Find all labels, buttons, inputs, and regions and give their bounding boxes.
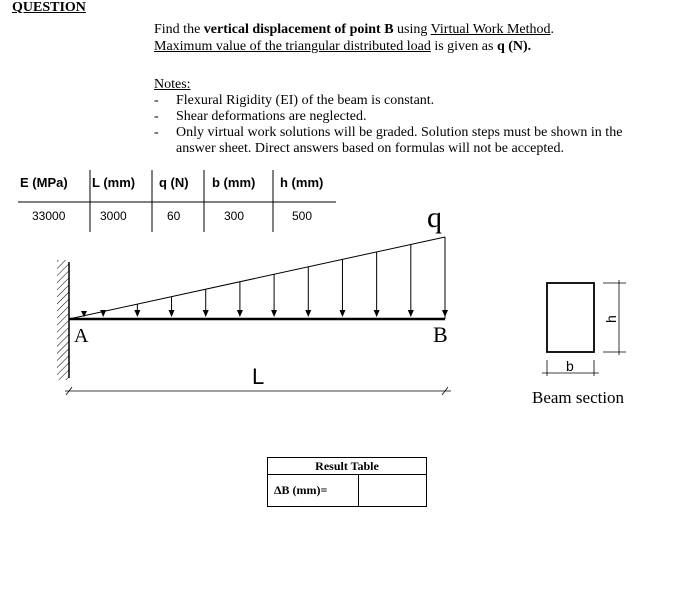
- note-text: Flexural Rigidity (EI) of the beam is constant.: [176, 93, 435, 108]
- support-label: A: [74, 325, 89, 347]
- header-h: h (mm): [280, 175, 324, 190]
- load-arrow-head: [134, 310, 140, 317]
- statement-end: .: [550, 22, 555, 37]
- value-h: 500: [292, 209, 313, 223]
- note-text: Only virtual work solutions will be graded. Solution steps must be shown in the: [176, 125, 623, 140]
- properties-table-rules: [18, 170, 336, 232]
- result-label: ΔB (mm)=: [268, 475, 359, 507]
- load-arrow-head: [100, 310, 106, 317]
- result-table-title: Result Table: [268, 458, 427, 475]
- note-item: - Only virtual work solutions will be graded. Solution steps must be shown in the: [154, 125, 623, 140]
- value-q: 60: [167, 209, 181, 223]
- point-b-label: B: [433, 322, 448, 347]
- header-e: E (MPa): [20, 175, 68, 190]
- statement-middle: using: [393, 22, 431, 37]
- note-item: - Flexural Rigidity (EI) of the beam is constant.: [154, 93, 435, 108]
- distributed-load-arrows: [81, 237, 448, 317]
- note-item-continued: answer sheet. Direct answers based on formulas will not be accepted.: [176, 141, 564, 156]
- load-arrow-head: [408, 310, 414, 317]
- load-arrow-head: [339, 310, 345, 317]
- section-caption: Beam section: [532, 388, 625, 407]
- header-q: q (N): [159, 175, 189, 190]
- load-arrow-head: [442, 310, 448, 317]
- load-arrow-head: [169, 310, 175, 317]
- span-label: L: [252, 364, 265, 389]
- load-arrow-head: [271, 310, 277, 317]
- header-l: L (mm): [92, 175, 136, 190]
- question-heading: QUESTION: [12, 0, 86, 15]
- value-b: 300: [224, 209, 245, 223]
- header-b: b (mm): [212, 175, 256, 190]
- notes-title: Notes:: [154, 77, 191, 92]
- section-width-label: b: [566, 358, 574, 374]
- section-height-label: h: [603, 315, 619, 323]
- fixed-support-hatch: [57, 260, 69, 380]
- load-arrow-head: [305, 310, 311, 317]
- result-table: [267, 457, 427, 507]
- statement-load-symbol: q (N).: [496, 39, 532, 54]
- load-arrow-head: [374, 310, 380, 317]
- statement-given-as: is given as: [430, 39, 497, 54]
- cross-section: [547, 283, 594, 352]
- note-text: Shear deformations are neglected.: [176, 109, 367, 124]
- statement-method: Virtual Work Method: [430, 22, 551, 37]
- statement-load-description: Maximum value of the triangular distributed load: [154, 39, 431, 54]
- value-e: 33000: [32, 209, 66, 223]
- note-item: - Shear deformations are neglected.: [154, 109, 367, 124]
- load-arrow-head: [203, 310, 209, 317]
- load-arrow-head: [237, 310, 243, 317]
- value-l: 3000: [100, 209, 127, 223]
- result-value-field[interactable]: [359, 475, 427, 507]
- load-envelope: [69, 237, 445, 319]
- statement-target: vertical displacement of point B: [203, 22, 394, 37]
- statement-prefix: Find the: [154, 22, 204, 37]
- load-label: q: [427, 201, 442, 234]
